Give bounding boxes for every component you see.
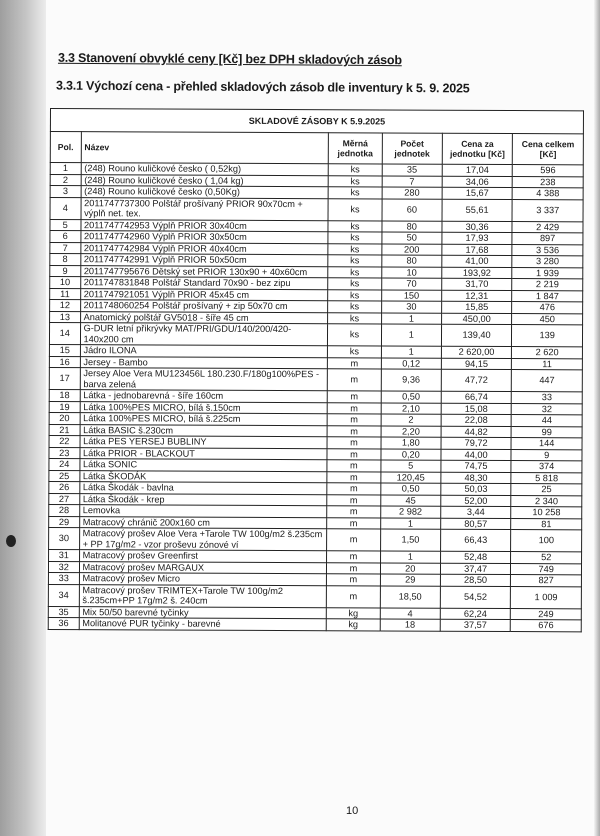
col-header-pol: Pol. xyxy=(50,132,81,163)
cell-name: Látka PES YERSEJ BUBLINY xyxy=(80,436,328,449)
cell-qty: 30 xyxy=(381,301,441,313)
cell-total: 9 xyxy=(511,449,582,461)
cell-unit: m xyxy=(327,483,381,495)
cell-unit-price: 37,47 xyxy=(440,563,511,575)
cell-unit-price: 31,70 xyxy=(442,278,513,290)
cell-unit: ks xyxy=(328,220,382,232)
cell-qty: 1 xyxy=(380,517,440,529)
cell-name: Matracový prošev Aloe Vera +Tarole TW 100g/m2 š.235cm + PP 17g/m2 - vzor proševu zónové ví xyxy=(79,528,327,551)
cell-unit-price: 66,74 xyxy=(441,391,512,403)
cell-unit: m xyxy=(327,402,381,414)
cell-unit-price: 44,00 xyxy=(441,449,512,461)
cell-pol: 22 xyxy=(49,435,80,447)
cell-unit: m xyxy=(327,437,381,449)
cell-pol: 16 xyxy=(49,356,80,368)
cell-name: 2011747742991 Výplň PRIOR 50x50cm xyxy=(80,254,328,267)
cell-total: 827 xyxy=(511,575,582,587)
cell-name: Látka Škodák - bavlna xyxy=(79,482,327,495)
cell-qty: 0,50 xyxy=(381,483,441,495)
cell-qty: 5 xyxy=(381,460,441,472)
cell-name: (248) Rouno kuličkové česko ( 1,04 kg) xyxy=(81,174,329,187)
cell-pol: 27 xyxy=(49,493,80,505)
cell-unit: m xyxy=(327,357,381,369)
cell-total: 2 620 xyxy=(512,347,583,359)
cell-qty: 70 xyxy=(382,278,442,290)
cell-total: 476 xyxy=(512,302,583,314)
cell-total: 450 xyxy=(512,313,583,325)
col-header-name: Název xyxy=(81,132,329,164)
cell-name: Látka SONIC xyxy=(79,459,327,472)
cell-name: 2011748060254 Polštář prošívaný + zip 50x70 cm xyxy=(80,300,328,313)
cell-name: 2011747742960 Výplň PRIOR 30x50cm xyxy=(80,231,328,244)
cell-name: Lemovka xyxy=(79,505,327,518)
cell-unit-price: 48,30 xyxy=(441,472,512,484)
cell-qty: 1,50 xyxy=(380,529,440,551)
cell-name: 2011747742984 Výplň PRIOR 40x40cm xyxy=(80,242,328,255)
cell-pol: 4 xyxy=(50,197,81,219)
cell-qty: 18,50 xyxy=(380,585,440,607)
cell-total: 3 337 xyxy=(512,199,583,221)
cell-qty: 20 xyxy=(380,562,440,574)
cell-total: 596 xyxy=(513,165,584,177)
cell-pol: 28 xyxy=(49,504,80,516)
cell-unit-price: 37,57 xyxy=(440,619,511,631)
scan-shadow-left xyxy=(0,0,46,836)
cell-unit-price: 47,72 xyxy=(441,369,512,391)
cell-pol: 10 xyxy=(50,277,81,289)
cell-qty: 1,80 xyxy=(381,437,441,449)
cell-total: 374 xyxy=(511,461,582,473)
cell-unit: kg xyxy=(326,607,380,619)
punch-hole-mark xyxy=(6,535,16,547)
cell-unit-price: 30,36 xyxy=(442,221,513,233)
cell-pol: 19 xyxy=(49,401,80,413)
cell-unit: m xyxy=(327,448,381,460)
cell-qty: 50 xyxy=(382,232,442,244)
cell-total: 99 xyxy=(511,426,582,438)
cell-name: Látka - jednobarevná - šíře 160cm xyxy=(80,390,328,403)
cell-unit: ks xyxy=(328,301,382,313)
cell-unit: ks xyxy=(328,324,382,346)
cell-name: Látka BASIC š.230cm xyxy=(80,424,328,437)
cell-unit: ks xyxy=(328,255,382,267)
cell-unit-price: 52,00 xyxy=(441,495,512,507)
cell-pol: 25 xyxy=(49,470,80,482)
cell-qty: 10 xyxy=(382,266,442,278)
cell-pol: 9 xyxy=(50,265,81,277)
cell-unit: m xyxy=(327,562,381,574)
cell-name: Látka 100%PES MICRO, bílá š.150cm xyxy=(80,401,328,414)
cell-total: 144 xyxy=(511,438,582,450)
cell-total: 52 xyxy=(511,552,582,564)
cell-name: G-DUR letní přikrývky MAT/PRI/GDU/140/200/420-140x200 cm xyxy=(80,323,328,346)
cell-pol: 21 xyxy=(49,424,80,436)
cell-qty: 29 xyxy=(380,574,440,586)
cell-unit: m xyxy=(327,425,381,437)
cell-qty: 0,12 xyxy=(381,357,441,369)
cell-total: 3 536 xyxy=(512,244,583,256)
cell-total: 749 xyxy=(511,563,582,575)
cell-qty: 2,20 xyxy=(381,425,441,437)
cell-unit-price: 22,08 xyxy=(441,414,512,426)
cell-unit: m xyxy=(327,529,381,551)
cell-pol: 6 xyxy=(50,231,81,243)
cell-pol: 14 xyxy=(49,323,80,345)
cell-total: 2 219 xyxy=(512,279,583,291)
cell-unit: ks xyxy=(328,175,382,187)
cell-total: 676 xyxy=(511,620,582,632)
cell-pol: 18 xyxy=(49,389,80,401)
cell-unit-price: 3,44 xyxy=(441,506,512,518)
cell-qty: 280 xyxy=(382,187,442,199)
table-row xyxy=(48,584,581,608)
cell-name: Molitanové PUR tyčinky - barevné xyxy=(79,618,327,631)
cell-unit-price: 17,68 xyxy=(442,244,513,256)
cell-unit: m xyxy=(327,471,381,483)
cell-total: 10 258 xyxy=(511,507,582,519)
inventory-table xyxy=(48,108,584,632)
cell-qty: 4 xyxy=(380,607,440,619)
cell-pol: 33 xyxy=(48,572,79,584)
cell-name: 2011747831848 Polštář Standard 70x90 - bez zipu xyxy=(80,277,328,290)
cell-pol: 34 xyxy=(48,584,79,606)
cell-unit: m xyxy=(327,460,381,472)
cell-total: 11 xyxy=(512,358,583,370)
cell-unit: m xyxy=(327,494,381,506)
cell-qty: 45 xyxy=(381,494,441,506)
cell-unit-price: 80,57 xyxy=(440,518,511,530)
cell-unit-price: 54,52 xyxy=(440,586,511,608)
cell-unit-price: 2 620,00 xyxy=(441,346,512,358)
col-header-unit-price: Cena za jednotku [Kč] xyxy=(442,133,513,164)
cell-pol: 5 xyxy=(50,219,81,231)
cell-unit: ks xyxy=(328,164,382,176)
cell-qty: 2 982 xyxy=(381,506,441,518)
cell-pol: 23 xyxy=(49,447,80,459)
cell-name: (248) Rouno kuličkové česko (0,50Kg) xyxy=(81,186,329,199)
cell-qty: 0,50 xyxy=(381,391,441,403)
cell-pol: 20 xyxy=(49,412,80,424)
cell-qty: 2 xyxy=(381,414,441,426)
cell-unit-price: 74,75 xyxy=(441,460,512,472)
cell-unit-price: 50,03 xyxy=(441,483,512,495)
cell-qty: 120,45 xyxy=(381,471,441,483)
cell-qty: 1 xyxy=(381,324,441,346)
cell-qty: 35 xyxy=(382,164,442,176)
cell-total: 897 xyxy=(512,233,583,245)
cell-qty: 9,36 xyxy=(381,369,441,391)
cell-total: 249 xyxy=(511,608,582,620)
cell-unit-price: 15,85 xyxy=(441,301,512,313)
cell-unit: ks xyxy=(328,289,382,301)
cell-pol: 29 xyxy=(49,516,80,528)
cell-unit-price: 44,82 xyxy=(441,426,512,438)
cell-pol: 32 xyxy=(48,561,79,573)
cell-name: Mix 50/50 barevné tyčinky xyxy=(79,606,327,619)
cell-unit-price: 52,48 xyxy=(440,551,511,563)
cell-name: Jersey Aloe Vera MU123456L 180.230.F/180g100%PES - barva zelená xyxy=(80,368,328,391)
cell-total: 32 xyxy=(512,403,583,415)
cell-unit: ks xyxy=(327,346,381,358)
cell-unit-price: 17,04 xyxy=(442,164,513,176)
cell-name: Anatomický polštář GV5018 - šíře 45 cm xyxy=(80,311,328,324)
cell-unit-price: 12,31 xyxy=(441,290,512,302)
cell-unit: ks xyxy=(328,232,382,244)
table-row xyxy=(50,197,583,221)
cell-name: Matracový prošev Micro xyxy=(79,573,327,586)
cell-unit-price: 193,92 xyxy=(442,267,513,279)
cell-name: Jádro ILONA xyxy=(80,345,328,358)
cell-qty: 2,10 xyxy=(381,402,441,414)
section-heading: 3.3 Stanovení obvyklé ceny [Kč] bez DPH skladových zásob xyxy=(57,50,402,68)
cell-qty: 1 xyxy=(381,346,441,358)
cell-unit-price: 15,08 xyxy=(441,403,512,415)
cell-unit-price: 28,50 xyxy=(440,574,511,586)
cell-qty: 200 xyxy=(382,243,442,255)
cell-total: 5 818 xyxy=(511,472,582,484)
cell-pol: 30 xyxy=(49,527,80,549)
cell-unit: ks xyxy=(328,278,382,290)
table-row xyxy=(48,617,581,631)
cell-name: 2011747795676 Dětský set PRIOR 130x90 + 40x60cm xyxy=(80,265,328,278)
cell-unit: m xyxy=(327,517,381,529)
scan-shadow-right xyxy=(594,0,600,836)
cell-unit: kg xyxy=(326,619,380,631)
cell-name: Látka 100%PES MICRO, bílá š.225cm xyxy=(80,413,328,426)
cell-qty: 7 xyxy=(382,175,442,187)
cell-total: 447 xyxy=(512,370,583,392)
cell-total: 25 xyxy=(511,484,582,496)
cell-unit: m xyxy=(327,391,381,403)
cell-unit-price: 17,93 xyxy=(442,232,513,244)
table-row xyxy=(49,367,582,391)
table-row xyxy=(49,323,582,347)
cell-unit-price: 66,43 xyxy=(440,529,511,551)
cell-name: Látka Škodák - krep xyxy=(79,493,327,506)
cell-total: 81 xyxy=(511,518,582,530)
table-body xyxy=(48,163,583,632)
cell-unit-price: 94,15 xyxy=(441,358,512,370)
cell-total: 139 xyxy=(512,325,583,347)
cell-unit-price: 79,72 xyxy=(441,437,512,449)
cell-pol: 1 xyxy=(50,163,81,175)
cell-pol: 12 xyxy=(50,300,81,312)
table-row xyxy=(49,527,582,551)
cell-unit: m xyxy=(327,551,381,563)
cell-unit-price: 15,67 xyxy=(442,187,513,199)
cell-name: Matracový prošev Greenfirst xyxy=(79,550,327,563)
cell-pol: 7 xyxy=(50,242,81,254)
cell-unit-price: 139,40 xyxy=(441,324,512,346)
cell-pol: 13 xyxy=(50,311,81,323)
cell-qty: 18 xyxy=(380,619,440,631)
cell-name: Matracový chránič 200x160 cm xyxy=(79,516,327,529)
cell-total: 33 xyxy=(512,392,583,404)
cell-unit-price: 450,00 xyxy=(441,313,512,325)
cell-total: 1 009 xyxy=(511,586,582,608)
cell-name: Matracový prošev TRIMTEX+Tarole TW 100g/m2 š.235cm+PP 17g/m2 š. 240cm xyxy=(79,584,327,607)
cell-total: 2 340 xyxy=(511,495,582,507)
cell-name: 2011747921051 Výplň PRIOR 45x45 cm xyxy=(80,288,328,301)
cell-name: 2011747737300 Polštář prošívaný PRIOR 90x70cm + výplň net. tex. xyxy=(81,197,329,220)
cell-name: Látka ŠKODÁK xyxy=(79,470,327,483)
table-header-row xyxy=(50,132,583,165)
cell-qty: 150 xyxy=(381,289,441,301)
cell-pol: 31 xyxy=(49,549,80,561)
cell-unit-price: 62,24 xyxy=(440,608,511,620)
cell-pol: 3 xyxy=(50,186,81,198)
cell-qty: 80 xyxy=(382,220,442,232)
cell-total: 238 xyxy=(513,176,584,188)
cell-pol: 2 xyxy=(50,174,81,186)
cell-unit-price: 41,00 xyxy=(442,255,513,267)
cell-name: 2011747742953 Výplň PRIOR 30x40cm xyxy=(81,219,329,232)
cell-pol: 35 xyxy=(48,606,79,618)
cell-qty: 1 xyxy=(380,551,440,563)
cell-unit: ks xyxy=(328,243,382,255)
cell-total: 1 939 xyxy=(512,267,583,279)
cell-total: 44 xyxy=(512,415,583,427)
cell-unit: ks xyxy=(328,312,382,324)
cell-unit-price: 34,06 xyxy=(442,176,513,188)
col-header-total: Cena celkem [Kč] xyxy=(513,134,584,165)
page-number: 10 xyxy=(346,805,359,817)
col-header-unit: Měrná jednotka xyxy=(328,133,382,164)
cell-unit: ks xyxy=(328,198,382,220)
cell-name: (248) Rouno kuličkové česko ( 0,52kg) xyxy=(81,163,329,176)
cell-name: Jersey - Bambo xyxy=(80,356,328,369)
cell-qty: 80 xyxy=(382,255,442,267)
col-header-qty: Počet jednotek xyxy=(382,133,442,164)
cell-pol: 8 xyxy=(50,254,81,266)
cell-name: Matracový prošev MARGAUX xyxy=(79,561,327,574)
cell-total: 4 388 xyxy=(512,188,583,200)
cell-qty: 1 xyxy=(381,312,441,324)
cell-total: 2 429 xyxy=(512,221,583,233)
table-caption: SKLADOVÉ ZÁSOBY K 5.9.2025 xyxy=(50,109,583,134)
cell-pol: 36 xyxy=(48,617,79,629)
cell-pol: 17 xyxy=(49,367,80,389)
cell-name: Látka PRIOR - BLACKOUT xyxy=(80,447,328,460)
cell-unit: m xyxy=(327,414,381,426)
cell-unit: m xyxy=(327,506,381,518)
cell-unit: ks xyxy=(328,266,382,278)
cell-qty: 0,20 xyxy=(381,448,441,460)
cell-unit: m xyxy=(326,585,380,607)
cell-pol: 15 xyxy=(49,344,80,356)
cell-total: 100 xyxy=(511,530,582,552)
cell-total: 3 280 xyxy=(512,256,583,268)
cell-qty: 60 xyxy=(382,198,442,220)
cell-unit: m xyxy=(327,369,381,391)
cell-unit: ks xyxy=(328,187,382,199)
cell-total: 1 847 xyxy=(512,290,583,302)
cell-unit-price: 55,61 xyxy=(442,199,513,221)
cell-unit: m xyxy=(326,574,380,586)
cell-pol: 24 xyxy=(49,458,80,470)
cell-pol: 26 xyxy=(49,481,80,493)
cell-pol: 11 xyxy=(50,288,81,300)
subsection-heading: 3.3.1 Výchozí cena - přehled skladových zásob dle inventury k 5. 9. 2025 xyxy=(55,78,470,96)
